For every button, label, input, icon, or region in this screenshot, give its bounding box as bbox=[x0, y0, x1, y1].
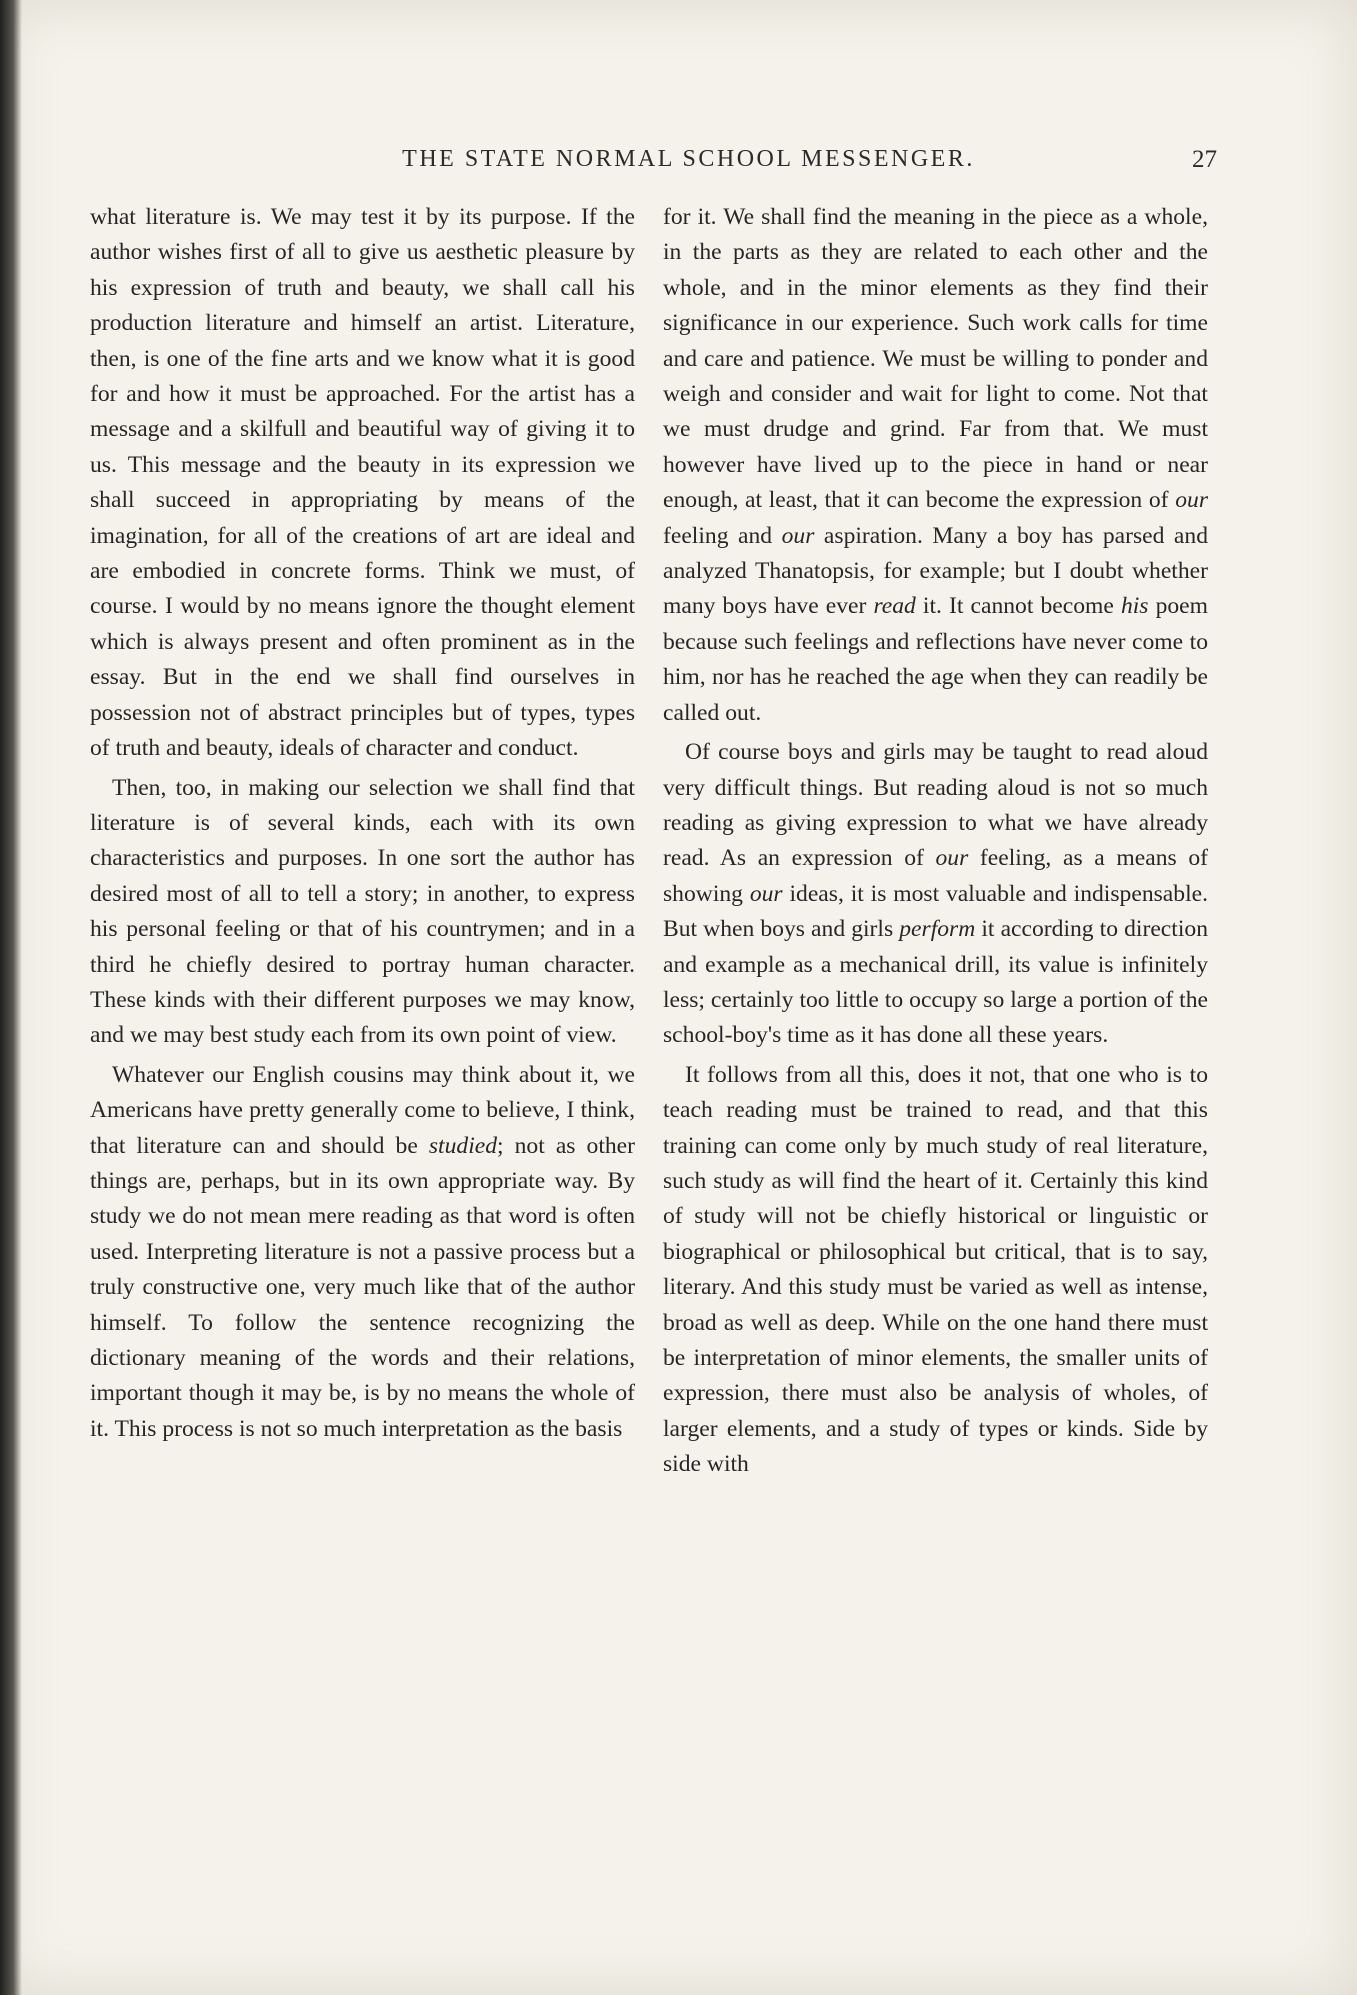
paragraph-right-3: It follows from all this, does it not, that one who is to teach reading must be trained to read, and that this training can come only by much study of real literature, such study as will find the heart of it. Certainly this kind of study will not be chiefly historical or linguistic or biographical or philosophical but critical, that is to say, literary. And this study must be varied as well as intense, broad as well as deep. While on the one hand there must be interpretation of minor elements, the smaller units of expression, there must also be analysis of wholes, of larger elements, and a study of types or kinds. Side by side with bbox=[663, 1061, 1208, 1478]
text-run: ; not as other things are, perhaps, but in its own appropriate way. By study we do not mean mere reading as that word is often used. Interpreting literature is not a passive process but a truly constructive one, very much like that of the author himself. To follow the sentence recognizing the dictionary meaning of the words and their relations, important though it may be, is by no means the whole of it. This process is not so much interpretation as the basis bbox=[90, 1132, 636, 1442]
text-run: aspiration. Many a boy has parsed and analyzed Thanatopsis, for example; but I doubt whether many boys have ever bbox=[663, 522, 1208, 620]
text-run: feeling and bbox=[663, 522, 782, 549]
text-run: it according to direction and example as a mechanical drill, its value is infinitely less; certainly too little to occupy so large a portion of the school-boy's time as it has done all these years. bbox=[663, 916, 1208, 1049]
left-column bbox=[90, 200, 635, 1447]
right-column bbox=[663, 200, 1208, 1483]
paragraph-right-1 bbox=[663, 200, 1208, 731]
page-number: 27 bbox=[1192, 146, 1217, 173]
text-run: for it. We shall find the meaning in the piece as a whole, in the parts as they are related to each other and the whole, and in the minor elements as they find their significance in our experience. Such work calls for time and care and patience. We must be willing to ponder and weigh and consider and wait for light to come. Not that we must drudge and grind. Far from that. We must however have lived up to the piece in hand or near enough, at least, that it can become the expression of bbox=[663, 204, 1208, 514]
paragraph-right-2 bbox=[663, 735, 1208, 1054]
text-run: Of course boys and girls may be taught to read aloud very difficult things. But reading aloud is not so much reading as giving expression to what we have already read. As an expression of bbox=[663, 739, 1208, 872]
text-run: ideas, it is most valuable and indispensable. But when boys and girls bbox=[663, 880, 1208, 943]
paragraph-left-3 bbox=[90, 1058, 635, 1447]
italic-word: our bbox=[935, 845, 969, 872]
running-header bbox=[160, 146, 1217, 176]
text-run: it. It cannot become bbox=[915, 593, 1121, 620]
italic-word: read bbox=[873, 593, 916, 620]
text-run: feeling, as a means of showing bbox=[663, 845, 1208, 907]
paragraph-left-1: what literature is. We may test it by its purpose. If the author wishes first of all to give us aesthetic pleasure by his expression of truth and beauty, we shall call his production literature and himself an artist. Literature, then, is one of the fine arts and we know what it is good for and how it must be approached. For the artist has a message and a skilfull and beautiful way of giving it to us. This message and the beauty in its expression we shall succeed in appropriating by means of the imagination, for all of the creations of art are ideal and are embodied in concrete forms. Think we must, of course. I would by no means ignore the thought element which is always present and often prominent as in the essay. But in the end we shall find ourselves in possession not of abstract principles but of types, types of truth and beauty, ideals of character and conduct. bbox=[90, 204, 635, 762]
text-run: Whatever our English cousins may think about it, we Americans have pretty generally come to believe, I think, that literature can and should be bbox=[90, 1061, 635, 1159]
text-run: poem because such feelings and reflections have never come to him, nor has he reached the age when they can readily be called out. bbox=[663, 593, 1208, 726]
italic-word: our bbox=[749, 880, 783, 907]
italic-word: his bbox=[1120, 593, 1149, 620]
paragraph-left-2: Then, too, in making our selection we shall find that literature is of several kinds, each with its own characteristics and purposes. In one sort the author has desired most of all to tell a story; in another, to express his personal feeling or that of his countrymen; and in a third he chiefly desired to portray human character. These kinds with their different purposes we may know, and we may best study each from its own point of view. bbox=[90, 774, 635, 1049]
italic-word: studied bbox=[428, 1132, 498, 1159]
italic-word: our bbox=[1175, 487, 1208, 514]
binding-shadow bbox=[0, 0, 22, 1995]
italic-word: perform bbox=[899, 916, 976, 943]
italic-word: our bbox=[781, 522, 815, 549]
journal-title: THE STATE NORMAL SCHOOL MESSENGER. bbox=[402, 146, 975, 172]
